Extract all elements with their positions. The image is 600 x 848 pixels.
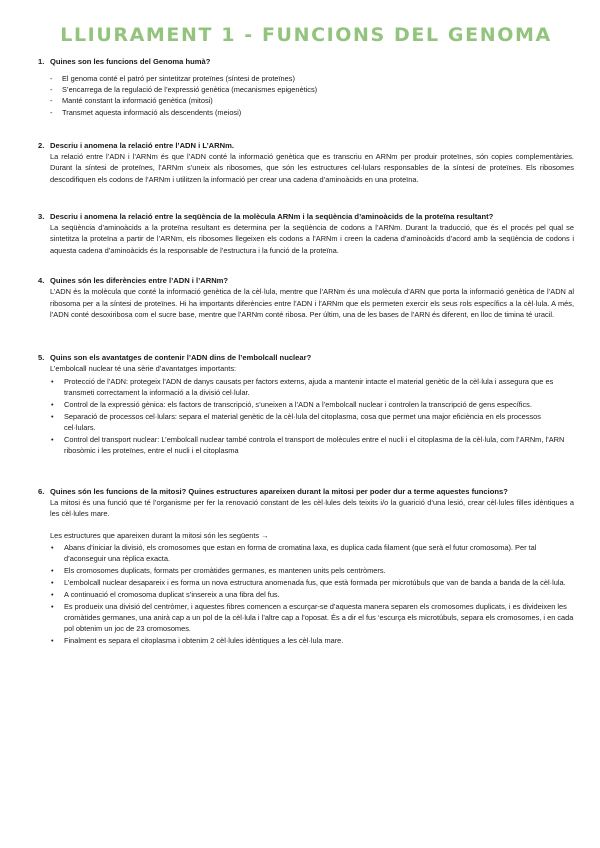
list-item bbox=[50, 399, 574, 410]
list-item-text: Es produeix una divisió del centròmer, i aquestes fibres comencen a escurçar-se d’aquesta manera separen els cromosomes duplicats, i es divideixen les cromàtides germanes, una anirà cap a un pol de la cèl·lula i l’altre cap a l’oposat. És a dir el fus ‘escurça els microtúbuls, separa els cromosomes, i en cada pol obtenim un joc de 23 cromosomes. bbox=[64, 602, 574, 634]
section-1 bbox=[38, 56, 574, 118]
section-4 bbox=[38, 275, 574, 320]
list-item-text: Abans d’iniciar la divisió, els cromosomes que estan en forma de cromatina laxa, es duplica cada filament (que serà el futur cromosoma). Per tal d’aconseguir una rèplica exacta. bbox=[64, 543, 537, 564]
dash-marker: - bbox=[50, 74, 53, 83]
question-heading bbox=[38, 275, 574, 286]
bullet-marker: • bbox=[51, 590, 54, 600]
bullet-marker: • bbox=[51, 399, 54, 409]
answer-paragraph: L’ADN és la molècula que conté la informació genètica de la cèl·lula, mentre que l’ARNm és una molècula d’ARN que porta la informació genètica de l’ADN al ribosoma per a la síntesi de proteïnes. Hi ha importants diferències entre l’ADN i l’ARNm que els permeten exercir els seus rols específics a la cèl·lula. A més, l’ADN conté desoxiribosa com el sucre base, mentre que l’ARNm conté ribosa. Per últim, una de les bases de l’ARN és diferent, en lloc de timina té uracil. bbox=[50, 287, 574, 320]
question-heading bbox=[38, 352, 574, 363]
question-text: Descriu i anomena la relació entre l’ADN i L’ARNm. bbox=[50, 140, 234, 150]
bullet-marker: • bbox=[51, 566, 54, 576]
list-item-text: Transmet aquesta informació als descendents (meiosi) bbox=[62, 107, 242, 117]
question-number: 4. bbox=[38, 276, 45, 286]
section-6 bbox=[38, 486, 574, 646]
dash-marker: - bbox=[50, 107, 53, 117]
bullet-marker: • bbox=[51, 376, 54, 386]
list-item bbox=[50, 589, 574, 600]
list-item-text: Finalment es separa el citoplasma i obtenim 2 cèl·lules idèntiques a les cèl·lula mare. bbox=[64, 636, 344, 646]
list-item-text: Separació de processos cel·lulars: separa el material genètic de la cèl·lula del citoplasma, cosa que permet una major eficiència en els processos cel·lulars. bbox=[64, 411, 541, 432]
bullet-list bbox=[50, 376, 574, 456]
bullet-marker: • bbox=[51, 543, 54, 553]
section-intro: L’embolcall nuclear té una sèrie d’avantatges importants: bbox=[50, 364, 237, 374]
list-item-text: Manté constant la informació genètica (mitosi) bbox=[62, 96, 213, 106]
list-item bbox=[50, 73, 574, 84]
list-item bbox=[50, 107, 574, 118]
question-number: 2. bbox=[38, 140, 45, 150]
list-item bbox=[50, 84, 574, 95]
list-item bbox=[50, 411, 574, 433]
list-item bbox=[50, 565, 574, 576]
dash-list bbox=[50, 73, 574, 118]
list-item bbox=[50, 434, 574, 456]
list-item-text: Protecció de l’ADN: protegeix l’ADN de danys causats per factors externs, ajuda a mantenir intacte el material genètic de la cèl·lula i assegura que es transmeti correctament la informació a la divisió cel·lular. bbox=[64, 376, 554, 397]
question-text: Quines són les funcions de la mitosi? Quines estructures apareixen durant la mitosi per poder dur a terme aquestes funcions? bbox=[50, 486, 508, 496]
list-item bbox=[50, 635, 574, 646]
section-intro: Les estructures que apareixen durant la mitosi són les següents → bbox=[50, 530, 269, 540]
dash-marker: - bbox=[50, 96, 53, 106]
answer-paragraph: La seqüència d’aminoàcids a la proteïna resultant es determina per la seqüència de codons a l’ARNm. Durant la traducció, que és el procés pel qual se sintetitza la proteïna a partir de l’ARNm, els ribosomes llegeixen els codons a l’ARNm i creen la cadena d’aminoàcids d’acord amb la seqüència de codons i aquesta cadena d’aminoàcids és la responsable de l’estructura i la funció de la proteïna. bbox=[50, 223, 574, 255]
bullet-marker: • bbox=[51, 434, 54, 444]
question-number: 3. bbox=[38, 212, 45, 222]
list-item-text: Control de la expressió gènica: els factors de transcripció, s’uneixen a l’ADN a l’embolcall nuclear i controlen la transcripció de gens específics. bbox=[64, 399, 532, 409]
bullet-marker: • bbox=[51, 602, 54, 612]
list-item bbox=[50, 376, 574, 398]
page-title: LLIURAMENT 1 - FUNCIONS DEL GENOMA bbox=[60, 24, 552, 46]
question-number: 5. bbox=[38, 353, 45, 363]
question-heading bbox=[38, 211, 574, 222]
section-5 bbox=[38, 352, 574, 455]
question-text: Quines son les funcions del Genoma humà? bbox=[50, 57, 211, 66]
question-heading bbox=[38, 140, 574, 151]
bullet-marker: • bbox=[51, 636, 54, 646]
list-item-text: El genoma conté el patró per sintetitzar proteïnes (síntesi de proteïnes) bbox=[62, 74, 295, 83]
bullet-list bbox=[50, 542, 574, 646]
question-number: 1. bbox=[38, 57, 45, 66]
dash-marker: - bbox=[50, 85, 53, 95]
list-item-text: Control del transport nuclear: L’embolcall nuclear també controla el transport de molècules entre el nucli i el citoplasma de la cèl·lula, com l’ARNm, l’ARN ribosòmic i les proteïnes, entre el nucli i el citoplasma bbox=[64, 434, 565, 455]
question-heading bbox=[38, 56, 574, 67]
list-item bbox=[50, 95, 574, 106]
list-item-text: S’encarrega de la regulació de l’expressió genètica (mecanismes epigenètics) bbox=[62, 85, 318, 95]
bullet-marker: • bbox=[51, 411, 54, 421]
question-text: Quines són les diferències entre l’ADN i l’ARNm? bbox=[50, 276, 229, 286]
list-item bbox=[50, 542, 574, 564]
answer-paragraph: La mitosi és una funció que té l’organisme per fer la renovació constant de les cèl·lules dels teixits i/o la guarició d’una lesió, crear cèl·lules filles idèntiques a les cèl·lules mare. bbox=[50, 497, 574, 519]
answer-paragraph: La relació entre l’ADN i l’ARNm és que l’ADN conté la informació genètica que es transcriu en ARNm per produir proteïnes, són copies complementàries. Durant la síntesi de proteïnes, l’ARNm s’uneix als ribosomes, que són les estructures cel·lulars responsables de la síntesi de proteïnes. Els ribosomes descodifiquen els codons de l’ARNm i utilitzen la informació per crear una cadena d’aminoàcids en una proteïna. bbox=[50, 151, 574, 184]
question-heading bbox=[38, 486, 574, 497]
section-3 bbox=[38, 211, 574, 256]
section-2 bbox=[38, 140, 574, 185]
list-item-text: Els cromosomes duplicats, formats per cromàtides germanes, es mantenen units pels centròmers. bbox=[64, 566, 386, 576]
question-number: 6. bbox=[38, 486, 45, 496]
list-item-text: A continuació el cromosoma duplicat s’insereix a una fibra del fus. bbox=[64, 590, 280, 600]
list-item-text: L’embolcall nuclear desapareix i es forma un nova estructura anomenada fus, que està formada per microtúbuls que van de banda a banda de la cèl·lula. bbox=[64, 578, 566, 588]
bullet-marker: • bbox=[51, 578, 54, 588]
question-text: Descriu i anomena la relació entre la seqüència de la molècula ARNm i la seqüència d’aminoàcids de la proteïna resultant? bbox=[50, 212, 494, 222]
list-item bbox=[50, 577, 574, 588]
question-text: Quins son els avantatges de contenir l’ADN dins de l’embolcall nuclear? bbox=[50, 353, 312, 363]
list-item bbox=[50, 601, 574, 634]
